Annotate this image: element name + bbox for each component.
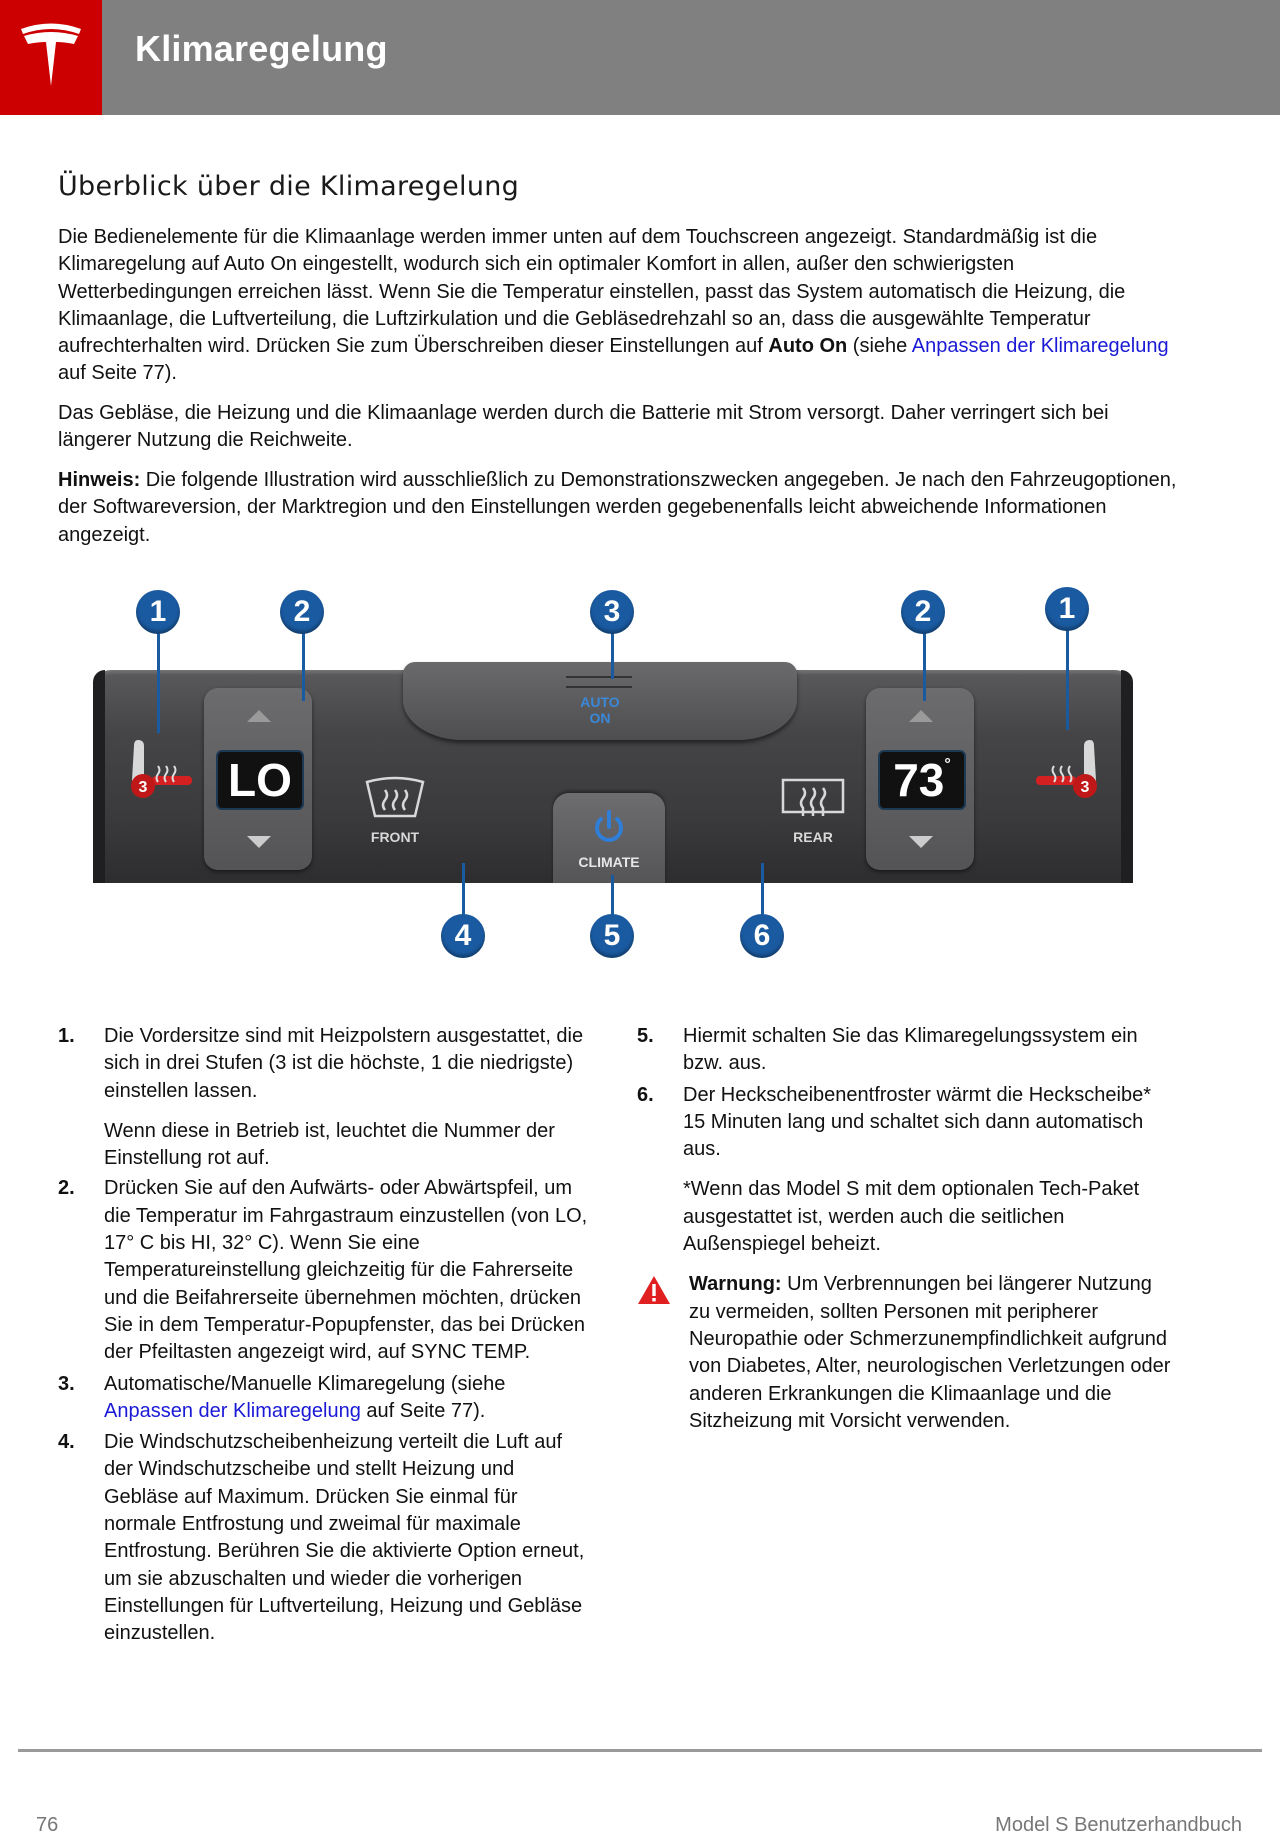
right-temp-display — [878, 750, 966, 810]
leader-line — [761, 863, 764, 918]
numbered-list-left — [58, 1023, 588, 1648]
rear-defrost-button[interactable] — [773, 776, 853, 845]
left-temp-value: LO — [228, 754, 292, 806]
list-item-text: Hiermit schalten Sie das Klimaregelungssystem ein bzw. aus. — [683, 1025, 1138, 1075]
note-label: Hinweis: — [58, 469, 141, 491]
callout-4: 4 — [441, 914, 485, 958]
tesla-logo-icon — [16, 20, 86, 90]
climate-controls-illustration — [80, 580, 1160, 980]
left-temp-display — [216, 750, 304, 810]
section-heading: Überblick über die Klimaregelung — [58, 171, 520, 202]
list-number: 6. — [637, 1083, 654, 1106]
front-defrost-button[interactable] — [355, 776, 435, 845]
front-defrost-icon — [363, 776, 427, 820]
leader-line — [611, 875, 614, 917]
front-defrost-label: FRONT — [370, 829, 420, 845]
warning-label: Warnung: — [689, 1273, 782, 1296]
intro-paragraph — [58, 224, 1178, 388]
leader-line — [923, 633, 926, 701]
climate-power-button[interactable] — [553, 793, 665, 883]
left-seat-level: 3 — [138, 779, 148, 796]
list-item-text: Die Vordersitze sind mit Heizpolstern ausgestattet, die sich in drei Stufen (3 ist die höchste, 1 die niedrigste) einstellen lassen. — [104, 1025, 584, 1102]
page-number: 76 — [36, 1814, 59, 1836]
degree-symbol: ° — [944, 756, 951, 773]
list-item-text: Wenn diese in Betrieb ist, leuchtet die Nummer der Einstellung rot auf. — [104, 1119, 555, 1170]
list-item-text: Der Heckscheibenentfroster wärmt die Heckscheibe* 15 Minuten lang und schaltet sich dann automatisch aus. — [683, 1083, 1151, 1161]
auto-on-button[interactable] — [403, 662, 797, 740]
leader-line — [611, 633, 614, 679]
rear-defrost-label: REAR — [793, 829, 833, 845]
warning-block — [637, 1271, 1177, 1435]
list-item-text: Die Windschutzscheibenheizung verteilt die Luft auf der Windschutzscheibe und stellt Heizung und Gebläse auf Maximum. Drücken Sie einmal für normale Entfrostung und zweimal für maximale Entfrostung. Berühren Sie die aktivierte Option erneut, um sie abzuschalten und wieder die vorherigen Einstellungen für Luftverteilung, Heizung und Gebläse einzustellen. — [104, 1431, 585, 1645]
list-item-text: *Wenn das Model S mit dem optionalen Tech-Paket ausgestattet ist, werden auch die seitlichen Außenspiegel beheizt. — [683, 1178, 1140, 1256]
callout-2-right: 2 — [901, 590, 945, 634]
page-title: Klimaregelung — [135, 28, 388, 69]
list-number: 5. — [637, 1025, 654, 1047]
auto-label-line1: AUTO — [580, 694, 620, 710]
warning-text — [689, 1271, 1177, 1435]
callout-3: 3 — [590, 590, 634, 634]
callout-2-left: 2 — [280, 590, 324, 634]
footer-manual-title: Model S Benutzerhandbuch — [995, 1814, 1242, 1836]
right-temp-rocker — [866, 688, 974, 870]
auto-on-label — [403, 694, 797, 726]
list-number: 4. — [58, 1431, 75, 1454]
link-anpassen-klimaregelung[interactable]: Anpassen der Klimaregelung — [104, 1399, 361, 1422]
list-text: auf Seite 77). — [360, 1399, 486, 1422]
left-seat-heater-button[interactable] — [128, 740, 198, 800]
temp-down-arrow-icon[interactable] — [247, 836, 271, 848]
intro-text: Die Bedienelemente für die Klimaanlage werden immer unten auf dem Touchscreen angezeigt. Standardmäßig ist die Klimaregelung auf Auto On eingestellt, wodurch sich ein optimaler Komfort in allen, außer den schwierigsten Wetterbedingungen erreichen lässt. Wenn Sie die Temperatur einstellen, passt das System automatisch die Heizung, die Klimaanlage, die Luftverteilung, die Luftzirkulation und die Gebläsedrehzahl so an, dass die ausgewählte Temperatur aufrechterhalten wird. Drücken Sie zum Überschreiben dieser Einstellungen auf — [58, 226, 1126, 358]
list-item-3 — [58, 1371, 588, 1426]
warning-triangle-icon — [637, 1275, 671, 1305]
footer-divider — [18, 1749, 1262, 1752]
auto-label-line2: ON — [589, 710, 611, 726]
leader-line — [302, 633, 305, 701]
rear-defrost-icon — [781, 776, 845, 820]
right-seat-heater-button[interactable] — [1030, 740, 1100, 800]
note-paragraph — [58, 467, 1178, 549]
list-number: 1. — [58, 1025, 75, 1047]
list-item-text — [104, 1371, 588, 1426]
page-header — [0, 0, 1280, 115]
callout-1-right: 1 — [1045, 587, 1089, 631]
power-icon — [592, 809, 626, 845]
seat-heater-icon — [1030, 740, 1100, 800]
list-item-4 — [58, 1429, 588, 1647]
temp-up-arrow-icon[interactable] — [247, 710, 271, 722]
warning-body: Um Verbrennungen bei längerer Nutzung zu vermeiden, sollten Personen mit peripherer Neuropathie oder Schmerzunempfindlichkeit aufgrund von Diabetes, Alter, neurologischen Verletzungen oder anderen Erkrankungen die Klimaanlage und die Sitzheizung mit Vorsicht verwenden. — [689, 1273, 1171, 1432]
leader-line — [1066, 630, 1069, 730]
seat-heater-icon — [128, 740, 198, 800]
list-text: Automatische/Manuelle Klimaregelung (siehe — [104, 1372, 506, 1395]
right-seat-level: 3 — [1080, 779, 1090, 796]
list-item-1 — [58, 1023, 588, 1172]
note-text: Die folgende Illustration wird ausschließlich zu Demonstrationszwecken angegeben. Je nach den Fahrzeugoptionen, der Softwareversion, der Marktregion und den Einstellungen werden gegebenenfalls leicht abweichende Informationen angezeigt. — [58, 469, 1177, 546]
link-anpassen-klimaregelung[interactable]: Anpassen der Klimaregelung — [911, 335, 1169, 358]
temp-down-arrow-icon[interactable] — [909, 836, 933, 848]
callout-6: 6 — [740, 914, 784, 958]
intro-text-3: auf Seite 77). — [58, 362, 177, 385]
right-temp-value: 73 — [893, 754, 945, 806]
list-item-text: Drücken Sie auf den Aufwärts- oder Abwärtspfeil, um die Temperatur im Fahrgastraum einzustellen (von LO, 17° C bis HI, 32° C). Wenn Sie eine Temperatureinstellung gleichzeitig für die Fahrerseite und die Beifahrerseite übernehmen möchten, drücken Sie in dem Temperatur-Popupfenster, das bei Drücken der Pfeiltasten angezeigt wird, auf SYNC TEMP. — [104, 1177, 588, 1364]
callout-1-left: 1 — [136, 590, 180, 634]
list-item-5 — [637, 1023, 1177, 1078]
list-item-6 — [637, 1082, 1177, 1259]
left-temp-rocker — [204, 688, 312, 870]
list-number: 3. — [58, 1372, 75, 1395]
leader-line — [462, 863, 465, 918]
intro-text-2: (siehe — [847, 335, 912, 358]
list-item-2 — [58, 1175, 588, 1366]
leader-line — [157, 633, 160, 733]
battery-paragraph: Das Gebläse, die Heizung und die Klimaanlage werden durch die Batterie mit Strom versorgt. Daher verringert sich bei längerer Nutzung die Reichweite. — [58, 402, 1109, 452]
brand-logo-box — [0, 0, 102, 115]
temp-up-arrow-icon[interactable] — [909, 710, 933, 722]
auto-on-grip-lines — [566, 676, 632, 688]
climate-label: CLIMATE — [578, 854, 640, 870]
auto-on-bold: Auto On — [768, 335, 848, 358]
list-number: 2. — [58, 1177, 75, 1200]
numbered-list-right — [637, 1023, 1177, 1435]
callout-5: 5 — [590, 914, 634, 958]
